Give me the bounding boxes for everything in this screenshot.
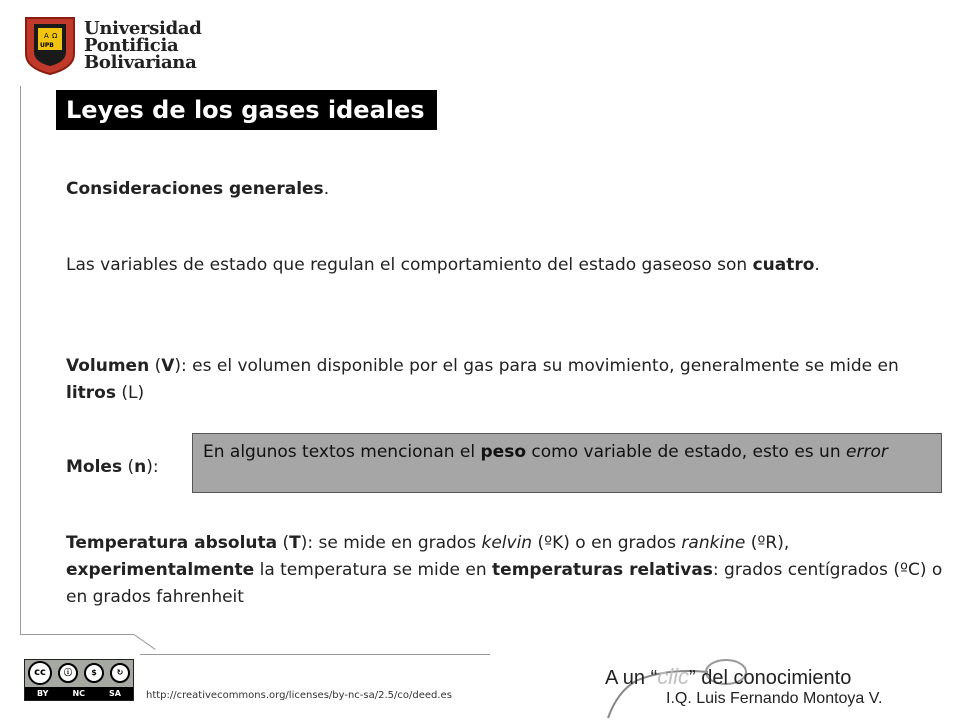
- moles-term: Moles: [66, 457, 123, 477]
- temp-experimental: experimentalmente: [66, 560, 255, 580]
- temp-text-a: (: [277, 533, 290, 553]
- callout-italic: error: [846, 442, 888, 462]
- frame-diagonal-line: [134, 634, 156, 650]
- slogan: [605, 664, 851, 690]
- cc-icon: cc: [28, 661, 52, 685]
- temp-text-b: ): se mide en grados: [300, 533, 482, 553]
- temperature-term: Temperatura absoluta: [66, 533, 278, 553]
- shield-alpha: Α: [44, 32, 49, 40]
- slide-title: Leyes de los gases ideales: [56, 90, 437, 130]
- slogan-a: A un “: [605, 667, 658, 689]
- variables-end: .: [814, 255, 820, 275]
- university-logo: [22, 14, 202, 76]
- shield-upb: UPB: [40, 42, 54, 49]
- temp-kelvin: kelvin: [481, 533, 533, 553]
- temp-text-e: la temperatura se mide en: [254, 560, 493, 580]
- frame-left-line: [20, 86, 21, 634]
- shield-omega: Ω: [52, 32, 58, 40]
- temp-relative: temperaturas relativas: [492, 560, 713, 580]
- paragraph-general: [66, 176, 946, 203]
- cc-label-by: BY: [37, 689, 49, 698]
- sa-icon: ↻: [110, 663, 130, 683]
- variables-text: Las variables de estado que regulan el comportamiento del estado gaseoso son: [66, 255, 753, 275]
- callout-bold: peso: [480, 442, 526, 462]
- moles-text-b: ):: [146, 457, 159, 477]
- volume-text-a: (: [149, 356, 162, 376]
- logo-line-3: Bolivariana: [84, 52, 197, 73]
- paragraph-temperature: [66, 530, 946, 611]
- temp-symbol: T: [289, 533, 301, 553]
- variables-bold: cuatro: [752, 255, 815, 275]
- moles-text-a: (: [122, 457, 135, 477]
- by-icon: ⓘ: [58, 663, 78, 683]
- nc-icon: $: [84, 663, 104, 683]
- creative-commons-badge[interactable]: [24, 659, 134, 701]
- moles-symbol: n: [134, 457, 147, 477]
- general-end: .: [323, 179, 330, 199]
- cc-label-nc: NC: [72, 689, 86, 698]
- shield-icon: [22, 14, 78, 76]
- volume-symbol: V: [161, 356, 175, 376]
- temp-text-f: : grados centígrados (ºC) o en grados fahrenheit: [66, 560, 943, 607]
- logo-line-2: Pontificia: [84, 35, 179, 56]
- footer-divider: [140, 654, 490, 655]
- volume-unit: litros: [66, 383, 116, 403]
- general-heading: Consideraciones generales: [66, 179, 324, 199]
- volume-term: Volumen: [66, 356, 150, 376]
- cc-label-sa: SA: [109, 689, 121, 698]
- logo-line-1: Universidad: [84, 18, 202, 39]
- temp-text-c: (ºK) o en grados: [532, 533, 682, 553]
- callout-text-a: En algunos textos mencionan el: [203, 442, 481, 462]
- author-name: I.Q. Luis Fernando Montoya V.: [666, 690, 883, 707]
- license-link[interactable]: http://creativecommons.org/licenses/by-nc-sa/2.5/co/deed.es: [146, 690, 452, 701]
- volume-text-b: ): es el volumen disponible por el gas para su movimiento, generalmente se mide en: [174, 356, 899, 376]
- paragraph-variables: [66, 252, 946, 279]
- temp-text-d: (ºR),: [745, 533, 790, 553]
- slogan-b: ” del conocimiento: [689, 667, 852, 689]
- temp-rankine: rankine: [681, 533, 746, 553]
- logo-text: [84, 20, 202, 71]
- frame-bottom-line: [20, 634, 134, 635]
- paragraph-volume: [66, 353, 946, 407]
- callout-text-b: como variable de estado, esto es un: [526, 442, 847, 462]
- slogan-clic: clic: [657, 664, 690, 689]
- volume-text-c: (L): [115, 383, 145, 403]
- callout-note: [192, 433, 942, 493]
